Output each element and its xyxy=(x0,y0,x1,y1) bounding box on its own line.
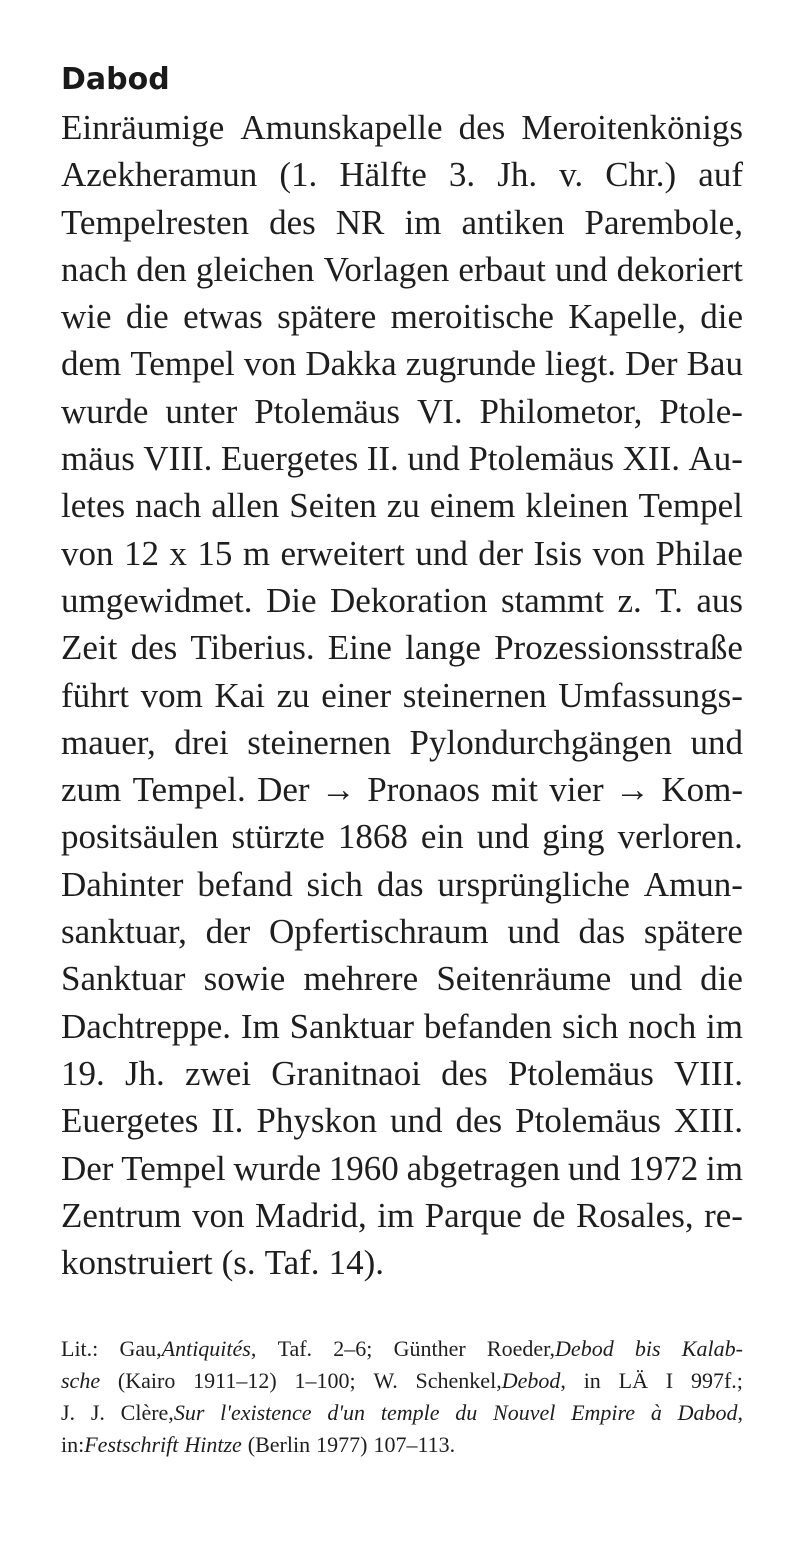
body-line: Dachtreppe. Im Sanktuar befanden sich noch im xyxy=(61,1006,743,1046)
literature-line: J. J. Clère,Sur l'existence d'un temple du Nouvel Empire à Dabod, xyxy=(61,1400,743,1425)
body-line: wie die etwas spätere meroitische Kapelle, die xyxy=(61,297,743,337)
body-line: Einräumige Amunskapelle des Meroitenkönigs xyxy=(61,108,743,147)
body-line: Zeit des Tiberius. Eine lange Prozessionsstraße xyxy=(61,628,743,668)
body-line: wurde unter Ptolemäus VI. Philometor, Ptole- xyxy=(61,391,743,431)
body-line: Euergetes II. Physkon und des Ptolemäus XIII. xyxy=(61,1101,743,1141)
body-line: mäus VIII. Euergetes II. und Ptolemäus XII. Au- xyxy=(61,439,743,479)
literature-line: sche (Kairo 1911–12) 1–100; W. Schenkel,Debod, in LÄ I 997f.; xyxy=(61,1368,743,1393)
entry-body xyxy=(61,104,743,1286)
body-line: zum Tempel. Der → Pronaos mit vier → Kom- xyxy=(61,770,743,810)
body-line: Sanktuar sowie mehrere Seitenräume und die xyxy=(61,959,743,999)
body-line: von 12 x 15 m erweitert und der Isis von Philae xyxy=(61,533,743,573)
literature-line: Lit.: Gau,Antiquités, Taf. 2–6; Günther Roeder,Debod bis Kalab- xyxy=(61,1336,743,1361)
body-line: sanktuar, der Opfertischraum und das spätere xyxy=(61,912,743,952)
body-line: umgewidmet. Die Dekoration stammt z. T. aus xyxy=(61,580,743,620)
entry-title: Dabod xyxy=(61,62,170,97)
body-line: Der Tempel wurde 1960 abgetragen und 1972 im xyxy=(61,1148,743,1188)
body-line: Zentrum von Madrid, im Parque de Rosales, re- xyxy=(61,1195,743,1235)
body-line: mauer, drei steinernen Pylondurchgängen und xyxy=(61,722,743,762)
body-line: dem Tempel von Dakka zugrunde liegt. Der Bau xyxy=(61,344,743,384)
body-line: 19. Jh. zwei Granitnaoi des Ptolemäus VIII. xyxy=(61,1053,743,1093)
literature-line: in:Festschrift Hintze (Berlin 1977) 107–113. xyxy=(61,1432,456,1457)
body-line: konstruiert (s. Taf. 14). xyxy=(61,1243,384,1283)
body-line: Azekheramun (1. Hälfte 3. Jh. v. Chr.) auf xyxy=(61,155,743,195)
body-line: nach den gleichen Vorlagen erbaut und dekoriert xyxy=(61,249,743,289)
body-line: führt vom Kai zu einer steinernen Umfassungs- xyxy=(61,675,743,715)
body-line: letes nach allen Seiten zu einem kleinen Tempel xyxy=(61,486,743,526)
body-line: Dahinter befand sich das ursprüngliche Amun- xyxy=(61,864,743,904)
body-line: Tempelresten des NR im antiken Parembole, xyxy=(61,202,743,242)
literature-references xyxy=(61,1333,743,1461)
body-line: positsäulen stürzte 1868 ein und ging verloren. xyxy=(61,817,743,857)
